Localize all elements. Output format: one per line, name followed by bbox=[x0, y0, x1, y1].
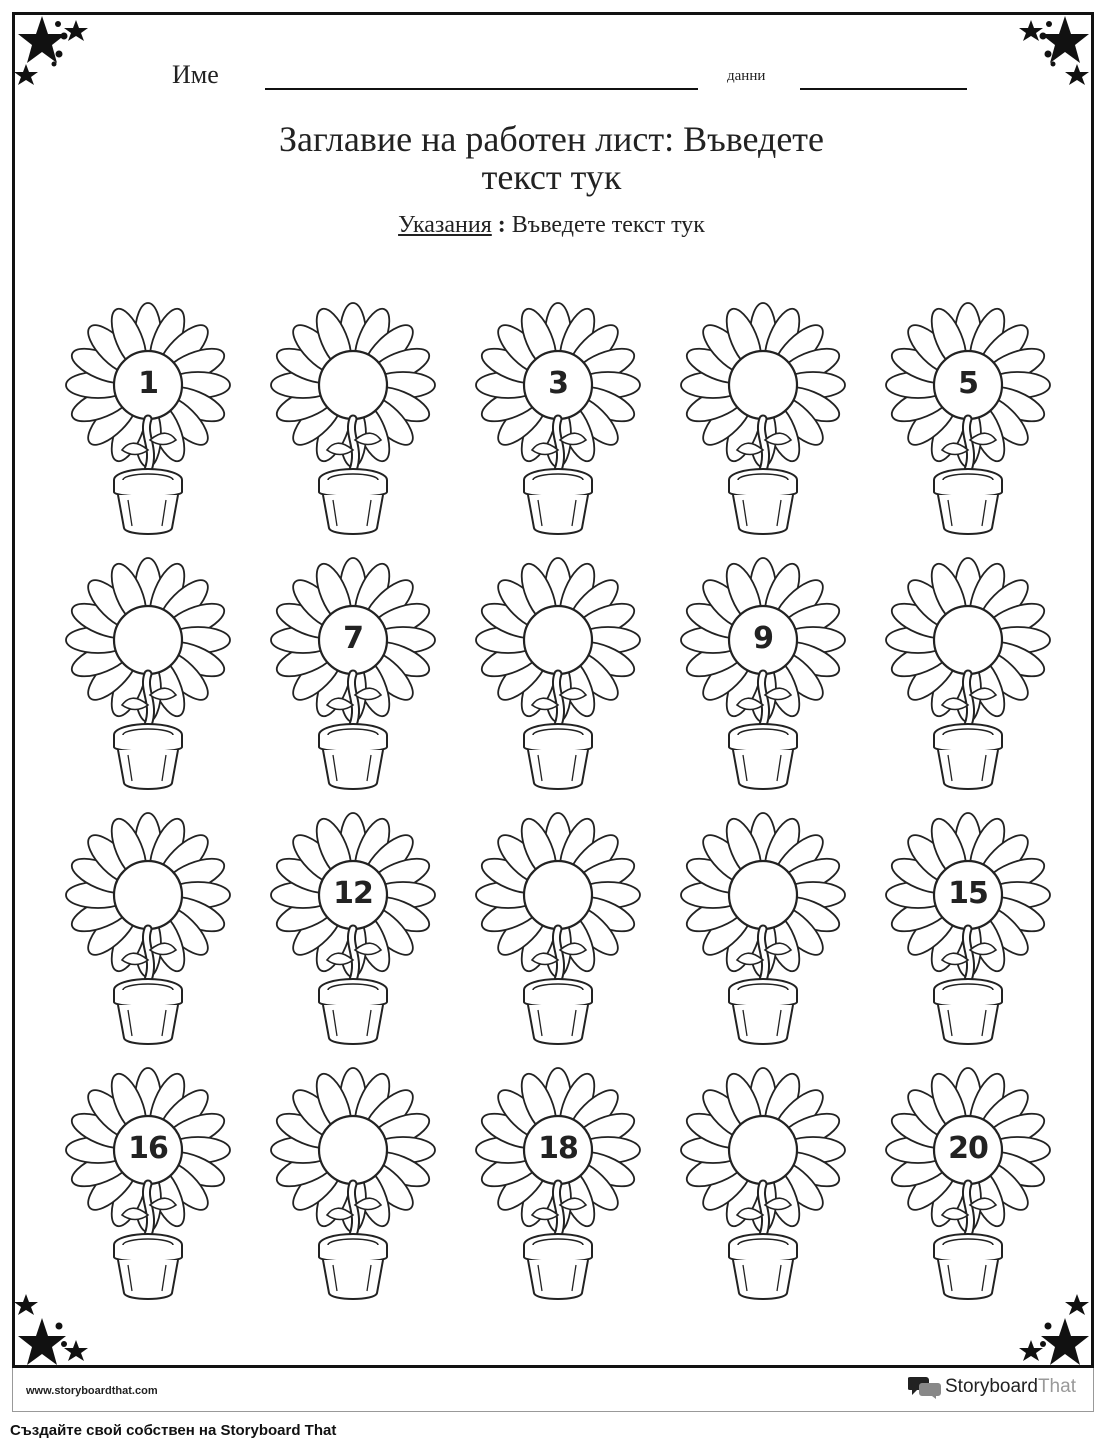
flower-number bbox=[728, 868, 798, 918]
flower-number: 3 bbox=[548, 365, 568, 401]
flower-pot-17 bbox=[263, 1065, 443, 1305]
flower-pot-11 bbox=[58, 810, 238, 1050]
instructions-text: Въведете текст тук bbox=[511, 212, 705, 238]
flower-number: 5 bbox=[958, 365, 978, 401]
flower-pot-15 bbox=[878, 810, 1058, 1050]
title-line-1: Заглавие на работен лист: Въведете bbox=[278, 119, 825, 159]
flower-icon bbox=[468, 810, 648, 1050]
flower-icon bbox=[58, 1065, 238, 1305]
flower-icon bbox=[673, 810, 853, 1050]
instructions-label: Указания bbox=[398, 212, 492, 238]
flower-icon bbox=[263, 810, 443, 1050]
flower-number: 18 bbox=[538, 1130, 578, 1166]
flower-number bbox=[523, 868, 593, 918]
flower-icon bbox=[673, 1065, 853, 1305]
flower-pot-13 bbox=[468, 810, 648, 1050]
flower-number: 16 bbox=[128, 1130, 168, 1166]
flower-pot-4 bbox=[673, 300, 853, 540]
flower-pot-9 bbox=[673, 555, 853, 795]
flower-pot-7 bbox=[263, 555, 443, 795]
flower-icon bbox=[468, 300, 648, 540]
flower-icon bbox=[673, 555, 853, 795]
flower-icon bbox=[263, 555, 443, 795]
flower-pot-5 bbox=[878, 300, 1058, 540]
flower-number bbox=[728, 1123, 798, 1173]
flower-icon bbox=[58, 300, 238, 540]
flower-pot-16 bbox=[58, 1065, 238, 1305]
flower-number: 20 bbox=[948, 1130, 988, 1166]
flower-pot-1 bbox=[58, 300, 238, 540]
flower-icon bbox=[673, 300, 853, 540]
flower-icon bbox=[468, 1065, 648, 1305]
flower-icon bbox=[263, 1065, 443, 1305]
flower-number: 7 bbox=[343, 620, 363, 656]
flower-number bbox=[523, 613, 593, 663]
brand-text-that: That bbox=[1037, 1376, 1076, 1397]
date-label: данни bbox=[727, 68, 766, 84]
flower-icon bbox=[878, 555, 1058, 795]
flower-icon bbox=[878, 1065, 1058, 1305]
flower-icon bbox=[468, 555, 648, 795]
flower-number: 12 bbox=[333, 875, 373, 911]
flower-number bbox=[318, 1123, 388, 1173]
instructions-colon: : bbox=[491, 212, 512, 238]
title-line-2: текст тук bbox=[481, 157, 622, 197]
speech-bubbles-icon bbox=[908, 1375, 942, 1399]
flower-pot-12 bbox=[263, 810, 443, 1050]
flower-pot-20 bbox=[878, 1065, 1058, 1305]
flower-pot-3 bbox=[468, 300, 648, 540]
promo-caption[interactable]: Създайте свой собствен на Storyboard That bbox=[10, 1422, 337, 1439]
flower-icon bbox=[878, 300, 1058, 540]
flower-pot-10 bbox=[878, 555, 1058, 795]
flower-pot-14 bbox=[673, 810, 853, 1050]
flower-pot-8 bbox=[468, 555, 648, 795]
flower-number bbox=[728, 358, 798, 408]
name-label: Име bbox=[172, 60, 219, 89]
storyboardthat-logo[interactable] bbox=[908, 1374, 1076, 1400]
flower-number bbox=[933, 613, 1003, 663]
flower-pot-19 bbox=[673, 1065, 853, 1305]
site-url[interactable]: www.storyboardthat.com bbox=[26, 1385, 158, 1397]
brand-text-storyboard: Storyboard bbox=[945, 1376, 1038, 1397]
flower-number: 1 bbox=[138, 365, 158, 401]
flower-pot-6 bbox=[58, 555, 238, 795]
flower-number bbox=[318, 358, 388, 408]
flower-pot-18 bbox=[468, 1065, 648, 1305]
flower-number: 15 bbox=[948, 875, 988, 911]
flower-icon bbox=[58, 810, 238, 1050]
flower-number bbox=[113, 868, 183, 918]
flower-number bbox=[113, 613, 183, 663]
flower-icon bbox=[263, 300, 443, 540]
flower-number: 9 bbox=[753, 620, 773, 656]
flower-icon bbox=[58, 555, 238, 795]
flower-icon bbox=[878, 810, 1058, 1050]
flower-pot-2 bbox=[263, 300, 443, 540]
